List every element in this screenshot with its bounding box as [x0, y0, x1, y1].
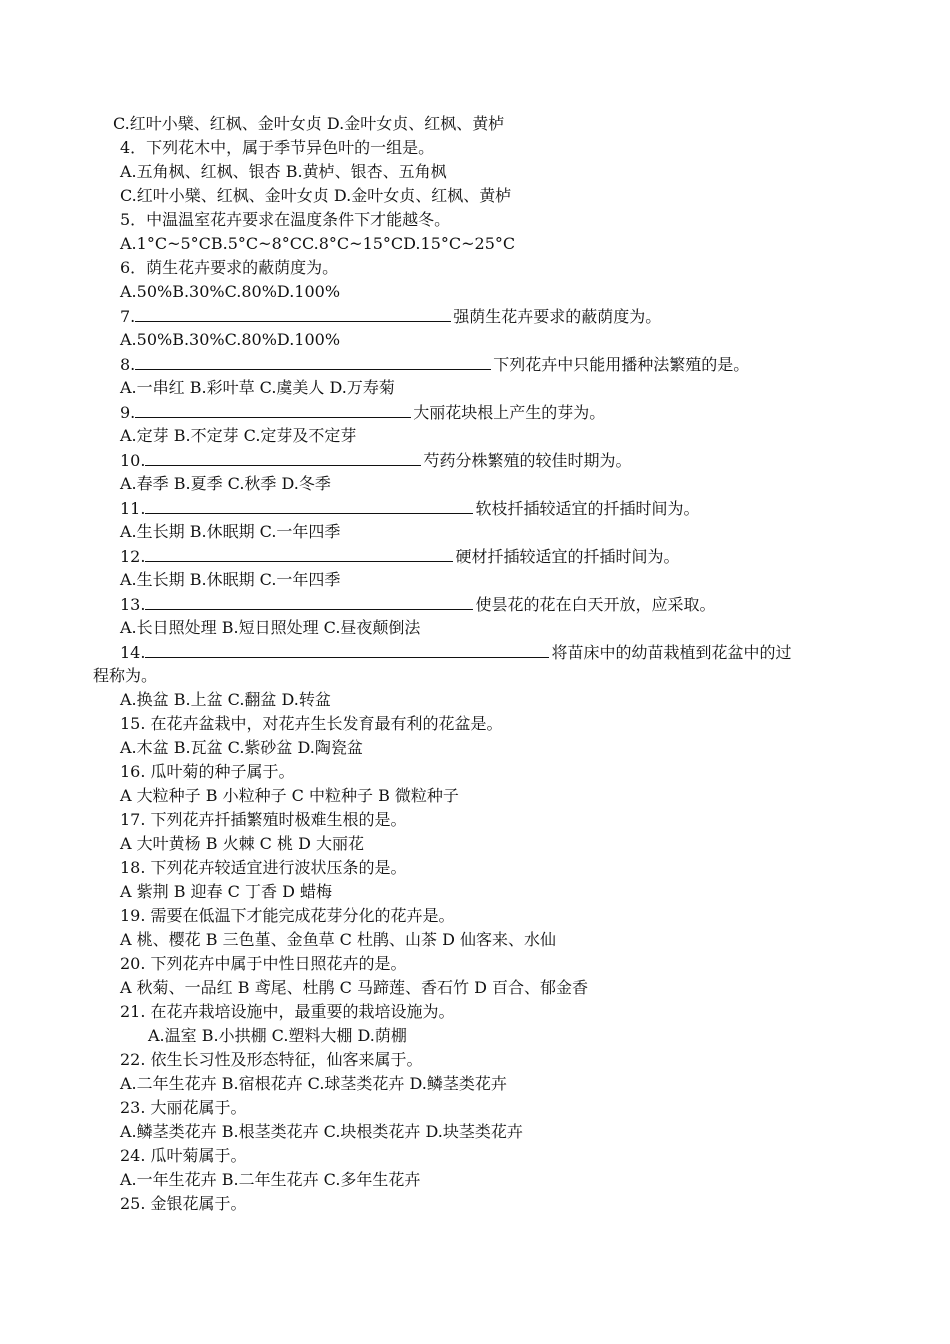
option-line — [0, 568, 950, 592]
option-line — [0, 160, 950, 184]
question-line — [0, 136, 950, 160]
question-number: 12. — [120, 547, 146, 566]
option-line — [0, 184, 950, 208]
question-number: 11. — [120, 499, 146, 518]
option-line — [0, 424, 950, 448]
answer-blank — [145, 592, 473, 610]
question-line — [0, 592, 950, 616]
question-line — [0, 208, 950, 232]
question-line — [0, 1192, 950, 1216]
line-text: 大丽花块根上产生的芽为。 — [413, 403, 606, 422]
question-line — [0, 256, 950, 280]
question-line — [0, 760, 950, 784]
line-text: A.1°C~5°CB.5°C~8°CC.8°C~15°CD.15°C~25°C — [120, 234, 516, 253]
line-text: 25. 金银花属于。 — [120, 1194, 247, 1213]
line-text: 程称为。 — [93, 666, 158, 685]
option-line — [0, 520, 950, 544]
question-line — [0, 400, 950, 424]
option-line — [0, 832, 950, 856]
question-line-continued — [0, 664, 950, 688]
question-line — [0, 952, 950, 976]
line-text: 18. 下列花卉较适宜进行波状压条的是。 — [120, 858, 407, 877]
line-text: 强荫生花卉要求的蔽荫度为。 — [453, 307, 662, 326]
line-text: A.五角枫、红枫、银杏 B.黄栌、银杏、五角枫 — [120, 162, 447, 181]
option-line — [0, 736, 950, 760]
option-line — [0, 688, 950, 712]
line-text: 20. 下列花卉中属于中性日照花卉的是。 — [120, 954, 407, 973]
question-line — [0, 304, 950, 328]
line-text: 下列花卉中只能用播种法繁殖的是。 — [493, 355, 750, 374]
option-line — [0, 472, 950, 496]
text-line — [0, 112, 950, 136]
option-line — [0, 616, 950, 640]
line-text: A 紫荆 B 迎春 C 丁香 D 蜡梅 — [120, 882, 332, 901]
question-number: 7. — [120, 307, 136, 326]
option-line — [0, 880, 950, 904]
line-text: 6．荫生花卉要求的蔽荫度为。 — [120, 258, 339, 277]
question-line — [0, 496, 950, 520]
line-text: 使昙花的花在白天开放，应采取。 — [475, 595, 716, 614]
line-text: 24. 瓜叶菊属于。 — [120, 1146, 247, 1165]
option-line — [0, 232, 950, 256]
line-text: A.长日照处理 B.短日照处理 C.昼夜颠倒法 — [120, 618, 421, 637]
question-line — [0, 856, 950, 880]
line-text: A.生长期 B.休眠期 C.一年四季 — [120, 570, 341, 589]
line-text: 15. 在花卉盆栽中，对花卉生长发育最有利的花盆是。 — [120, 714, 503, 733]
question-line — [0, 1096, 950, 1120]
question-number: 8. — [120, 355, 136, 374]
line-text: 22. 依生长习性及形态特征，仙客来属于。 — [120, 1050, 423, 1069]
line-text: A.二年生花卉 B.宿根花卉 C.球茎类花卉 D.鳞茎类花卉 — [120, 1074, 507, 1093]
answer-blank — [135, 304, 451, 322]
question-line — [0, 544, 950, 568]
line-text: A.一年生花卉 B.二年生花卉 C.多年生花卉 — [120, 1170, 421, 1189]
line-text: 4．下列花木中，属于季节异色叶的一组是。 — [120, 138, 435, 157]
question-number: 13. — [120, 595, 146, 614]
line-text: 16. 瓜叶菊的种子属于。 — [120, 762, 295, 781]
line-text: 将苗床中的幼苗栽植到花盆中的过 — [551, 643, 792, 662]
line-text: C.红叶小檗、红枫、金叶女贞 D.金叶女贞、红枫、黄栌 — [120, 186, 512, 205]
line-text: A 大粒种子 B 小粒种子 C 中粒种子 B 微粒种子 — [120, 786, 459, 805]
question-number: 10. — [120, 451, 146, 470]
line-text: 17. 下列花卉扦插繁殖时极难生根的是。 — [120, 810, 407, 829]
question-number: 9. — [120, 403, 136, 422]
line-text: A.50%B.30%C.80%D.100% — [120, 282, 341, 301]
option-line — [0, 328, 950, 352]
answer-blank — [145, 496, 473, 514]
option-line — [0, 784, 950, 808]
question-list — [0, 112, 950, 1216]
line-text: 软枝扦插较适宜的扦插时间为。 — [475, 499, 700, 518]
question-line — [0, 1048, 950, 1072]
answer-blank — [145, 544, 453, 562]
line-text: A.温室 B.小拱棚 C.塑料大棚 D.荫棚 — [148, 1026, 407, 1045]
answer-blank — [145, 448, 421, 466]
line-text: A.换盆 B.上盆 C.翻盆 D.转盆 — [120, 690, 331, 709]
answer-blank — [135, 352, 491, 370]
line-text: A.生长期 B.休眠期 C.一年四季 — [120, 522, 341, 541]
line-text: 5．中温温室花卉要求在温度条件下才能越冬。 — [120, 210, 451, 229]
line-text: 硬材扦插较适宜的扦插时间为。 — [455, 547, 680, 566]
answer-blank — [135, 400, 411, 418]
question-line — [0, 712, 950, 736]
option-line — [0, 976, 950, 1000]
line-text: 19. 需要在低温下才能完成花芽分化的花卉是。 — [120, 906, 455, 925]
line-text: A 大叶黄杨 B 火棘 C 桃 D 大丽花 — [120, 834, 364, 853]
line-text: A.木盆 B.瓦盆 C.紫砂盆 D.陶瓷盆 — [120, 738, 363, 757]
option-line — [0, 1168, 950, 1192]
question-line — [0, 904, 950, 928]
line-text: A 秋菊、一品红 B 鸢尾、杜鹃 C 马蹄莲、香石竹 D 百合、郁金香 — [120, 978, 588, 997]
line-text: A.定芽 B.不定芽 C.定芽及不定芽 — [120, 426, 357, 445]
question-line — [0, 352, 950, 376]
line-text: C.红叶小檗、红枫、金叶女贞 D.金叶女贞、红枫、黄栌 — [113, 114, 505, 133]
question-line — [0, 640, 950, 664]
option-line — [0, 928, 950, 952]
option-line — [0, 1120, 950, 1144]
line-text: A.鳞茎类花卉 B.根茎类花卉 C.块根类花卉 D.块茎类花卉 — [120, 1122, 523, 1141]
question-line — [0, 808, 950, 832]
option-line — [0, 376, 950, 400]
line-text: 23. 大丽花属于。 — [120, 1098, 247, 1117]
option-line — [0, 1072, 950, 1096]
answer-blank — [145, 640, 549, 658]
option-line — [0, 1024, 950, 1048]
line-text: A.春季 B.夏季 C.秋季 D.冬季 — [120, 474, 331, 493]
question-line — [0, 1000, 950, 1024]
line-text: A 桃、樱花 B 三色堇、金鱼草 C 杜鹃、山茶 D 仙客来、水仙 — [120, 930, 556, 949]
option-line — [0, 280, 950, 304]
line-text: A.一串红 B.彩叶草 C.虞美人 D.万寿菊 — [120, 378, 395, 397]
question-number: 14. — [120, 643, 146, 662]
line-text: 21. 在花卉栽培设施中，最重要的栽培设施为。 — [120, 1002, 455, 1021]
line-text: A.50%B.30%C.80%D.100% — [120, 330, 341, 349]
question-line — [0, 1144, 950, 1168]
line-text: 芍药分株繁殖的较佳时期为。 — [423, 451, 632, 470]
question-line — [0, 448, 950, 472]
